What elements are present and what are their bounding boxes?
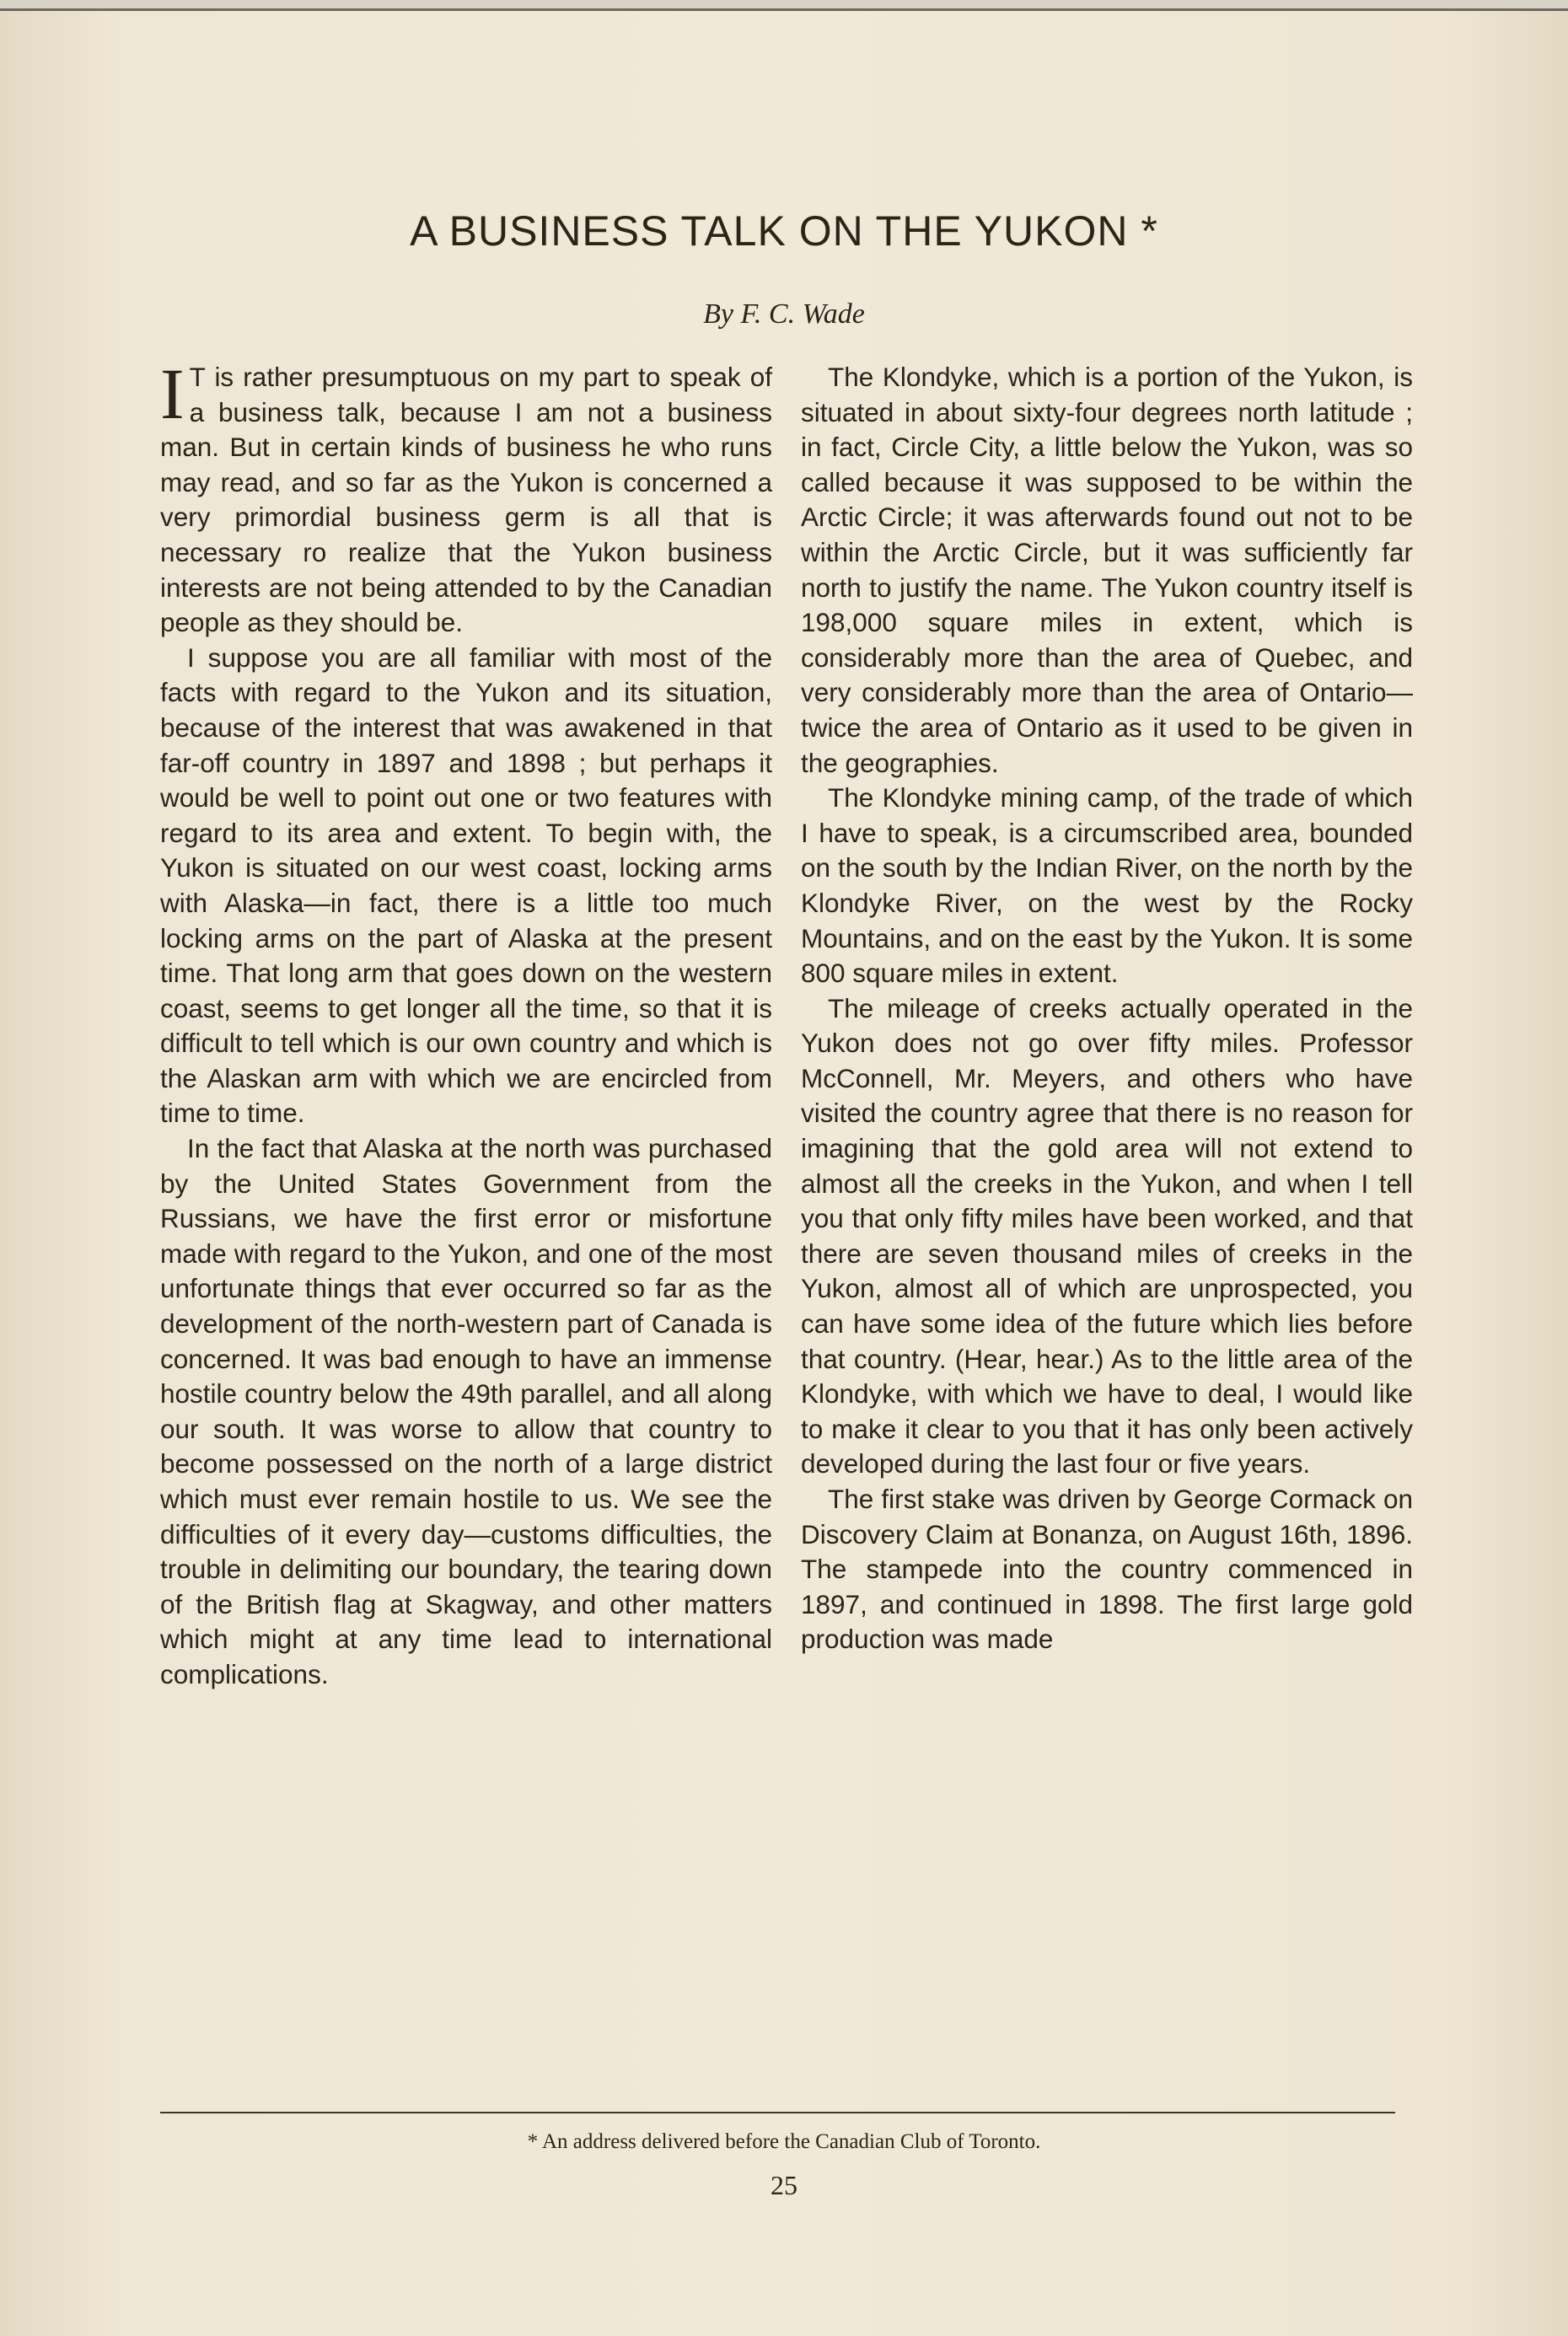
footnote: * An address delivered before the Canadian Club of Toronto. bbox=[527, 2130, 1041, 2153]
paragraph: The first stake was driven by George Cormack on Discovery Claim at Bonanza, on August 16th, 1896. The stampede into the country commenced in 1897, and continued in 1898. The first large gold production was made bbox=[801, 1484, 1413, 1655]
drop-cap: I bbox=[160, 353, 185, 434]
article-byline: By F. C. Wade bbox=[703, 298, 865, 330]
footnote-rule-right bbox=[590, 2112, 1395, 2113]
paragraph: The Klondyke mining camp, of the trade of which I have to speak, is a circumscribed area, bounded on the south by the Indian River, on the north by the Klondyke River, on the west by the Rocky Mountains, and on the east by the Yukon. It is some 800 square miles in extent. bbox=[801, 782, 1413, 989]
footnote-rule-left bbox=[160, 2112, 590, 2113]
paragraph: In the fact that Alaska at the north was purchased by the United States Government from the Russians, we have the first error or misfortune made with regard to the Yukon, and one of the most unfortunate things that ever occurred so far as the development of the north-western part of Canada is concerned. It was bad enough to have an immense hostile country below the 49th parallel, and all along our south. It was worse to allow that country to become possessed on the north of a large district which must ever remain hostile to us. We see the difficulties of it every day—customs difficulties, the trouble in delimiting our boundary, the tearing down of the British flag at Skagway, and other matters which might at any time lead to international complications. bbox=[160, 1133, 772, 1689]
paragraph: The mileage of creeks actually operated in the Yukon does not go over fifty miles. Professor McConnell, Mr. Meyers, and others who have visited the country agree that there is no reason for imagining that the gold area will not extend to almost all the creeks in the Yukon, and when I tell you that only fifty miles have been worked, and that there are seven thousand miles of creeks in the Yukon, almost all of which are unprospected, you can have some idea of the future which lies before that country. (Hear, hear.) As to the little area of the Klondyke, with which we have to deal, I would like to make it clear to you that it has only been actively developed during the last four or five years. bbox=[801, 992, 1413, 1479]
paragraph: The Klondyke, which is a portion of the Yukon, is situated in about sixty-four degrees north latitude ; in fact, Circle City, a little below the Yukon, was so called because it was supposed to be within the Arctic Circle; it was afterwards found out not to be within the Arctic Circle, but it was sufficiently far north to justify the name. The Yukon country itself is 198,000 square miles in extent, which is considerably more than the area of Quebec, and very considerably more than the area of Ontario—twice the area of Ontario as it used to be given in the geographies. bbox=[801, 362, 1413, 778]
paragraph-text: T is rather presumptuous on my part to speak of a business talk, because I am not a business man. But in certain kinds of business he who runs may read, and so far as the Yukon is concerned a very primordial business germ is all that is necessary ro realize that the Yukon business interests are not being attended to by the Canadian people as they should be. bbox=[160, 362, 772, 638]
article-title: A BUSINESS TALK ON THE YUKON * bbox=[410, 207, 1158, 255]
page-number: 25 bbox=[771, 2170, 797, 2200]
right-column bbox=[801, 360, 1413, 1657]
paragraph bbox=[160, 353, 772, 641]
left-column bbox=[160, 353, 772, 1693]
paragraph: I suppose you are all familiar with most of the facts with regard to the Yukon and its situation, because of the interest that was awakened in that far-off country in 1897 and 1898 ; but perhaps it would be well to point out one or two features with regard to its area and extent. To begin with, the Yukon is situated on our west coast, locking arms with Alaska—in fact, there is a little too much locking arms on the part of Alaska at the present time. That long arm that goes down on the western coast, seems to get longer all the time, so that it is difficult to tell which is our own country and which is the Alaskan arm with which we are encircled from time to time. bbox=[160, 642, 772, 1129]
page-top-edge bbox=[0, 0, 1568, 11]
